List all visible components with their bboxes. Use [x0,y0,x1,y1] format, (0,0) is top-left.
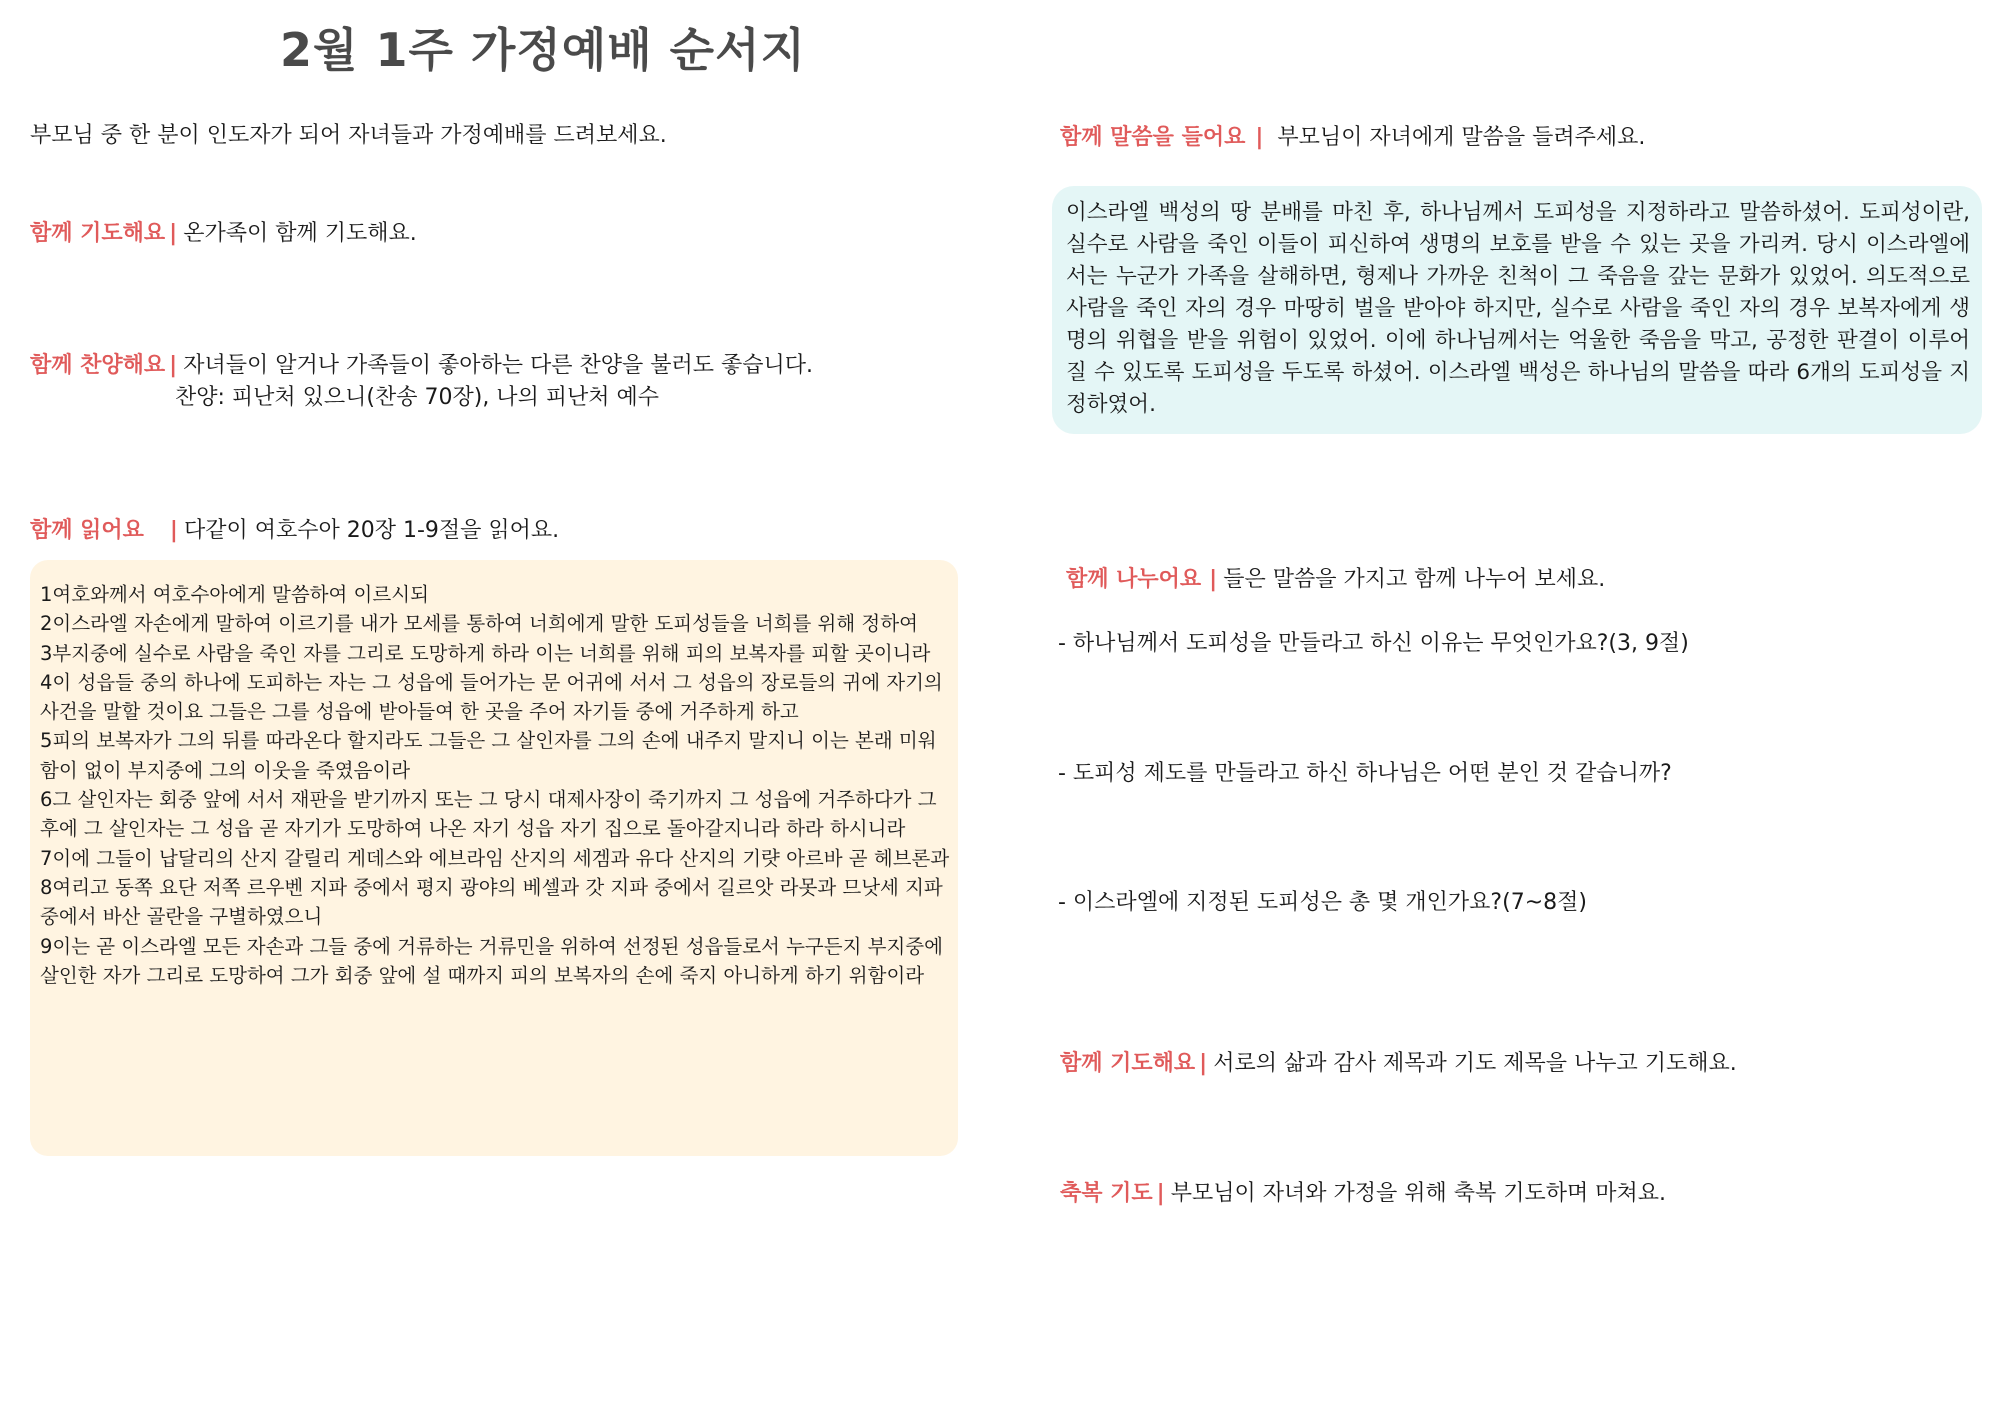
prayer-section [30,216,417,247]
reading-section [30,513,559,544]
reading-label: 함께 읽어요 [30,518,144,543]
closing-prayer-separator: | [1199,1051,1208,1076]
praise-section [30,348,813,379]
listen-text: 부모님이 자녀에게 말씀을 들려주세요. [1277,125,1646,150]
verse: 5피의 보복자가 그의 뒤를 따라온다 할지라도 그들은 그 살인자를 그의 손에 내주지 말지니 이는 본래 미워함이 없이 부지중에 그의 이웃을 죽였음이라 [40,729,937,782]
share-text: 들은 말씀을 가지고 함께 나누어 보세요. [1223,567,1606,592]
share-separator: | [1209,567,1218,592]
blessing-section [1060,1176,1666,1207]
closing-prayer-label: 함께 기도해요 [1060,1051,1196,1076]
scripture-box [30,560,958,1156]
reading-text: 다같이 여호수아 20장 1-9절을 읽어요. [183,518,560,543]
listen-separator: | [1255,125,1264,150]
blessing-label: 축복 기도 [1060,1181,1153,1206]
question-3: - 이스라엘에 지정된 도피성은 총 몇 개인가요?(7~8절) [1058,890,1587,915]
verse: 9이는 곧 이스라엘 모든 자손과 그들 중에 거류하는 거류민을 위하여 선정된 성읍들로서 누구든지 부지중에 살인한 자가 그리로 도망하여 그가 회중 앞에 설 때까지 피의 보복자의 손에 죽지 아니하게 하기 위함이라 [40,934,943,987]
verse: 7이에 그들이 납달리의 산지 갈릴리 게데스와 에브라임 산지의 세겜과 유다 산지의 기럇 아르바 곧 헤브론과 [40,846,950,870]
reading-separator: | [169,518,178,543]
verse: 3부지중에 실수로 사람을 죽인 자를 그리로 도망하게 하라 이는 너희를 위해 피의 보복자를 피할 곳이니라 [40,641,931,665]
question-2: - 도피성 제도를 만들라고 하신 하나님은 어떤 분인 것 같습니까? [1058,761,1672,786]
blessing-text: 부모님이 자녀와 가정을 위해 축복 기도하며 마쳐요. [1170,1181,1666,1206]
closing-prayer-section [1060,1046,1737,1077]
verse: 8여리고 동쪽 요단 저쪽 르우벤 지파 중에서 평지 광야의 베셀과 갓 지파 중에서 길르앗 라못과 므낫세 지파 중에서 바산 골란을 구별하였으니 [40,875,943,929]
blessing-separator: | [1156,1181,1165,1206]
praise-separator: | [169,353,178,378]
verse: 6그 살인자는 회중 앞에 서서 재판을 받기까지 또는 그 당시 대제사장이 죽기까지 그 성읍에 거주하다가 그 후에 그 살인자는 그 성읍 곧 자기가 도망하여 나온 자기 성읍 자기 집으로 돌아갈지니라 하라 하시니라 [40,788,937,841]
verse: 2이스라엘 자손에게 말하여 이르기를 내가 모세를 통하여 너희에게 말한 도피성들을 너희를 위해 정하여 [40,612,918,636]
listen-label: 함께 말씀을 들어요 [1060,125,1246,150]
prayer-separator: | [169,221,178,246]
page-title: 2월 1주 가정예배 순서지 [280,23,806,77]
prayer-text: 온가족이 함께 기도해요. [183,221,417,246]
hymn-text: 찬양: 피난처 있으니(찬송 70장), 나의 피난처 예수 [175,385,660,410]
verse: 4이 성읍들 중의 하나에 도피하는 자는 그 성읍에 들어가는 문 어귀에 서서 그 성읍의 장로들의 귀에 자기의 사건을 말할 것이요 그들은 그를 성읍에 받아들여 한 곳을 주어 자기들 중에 거주하게 하고 [40,670,943,724]
message-box: 이스라엘 백성의 땅 분배를 마친 후, 하나님께서 도피성을 지정하라고 말씀하셨어. 도피성이란, 실수로 사람을 죽인 이들이 피신하여 생명의 보호를 받을 수 있는 곳을 가리켜. 당시 이스라엘에서는 누군가 가족을 살해하면, 형제나 가까운 친척이 그 죽음을 갚는 문화가 있었어. 의도적으로 사람을 죽인 자의 경우 마땅히 벌을 받아야 하지만, 실수로 사람을 죽인 자의 경우 보복자에게 생명의 위협을 받을 위험이 있었어. 이에 하나님께서는 억울한 죽음을 막고, 공정한 판결이 이루어질 수 있도록 도피성을 두도록 하셨어. 이스라엘 백성은 하나님의 말씀을 따라 6개의 도피성을 지정하였어. [1052,186,1982,434]
share-section [1066,562,1605,593]
question-1: - 하나님께서 도피성을 만들라고 하신 이유는 무엇인가요?(3, 9절) [1058,631,1689,656]
closing-prayer-text: 서로의 삶과 감사 제목과 기도 제목을 나누고 기도해요. [1213,1051,1737,1076]
share-label: 함께 나누어요 [1066,567,1202,592]
listen-section [1060,120,1645,151]
verse: 1여호와께서 여호수아에게 말씀하여 이르시되 [40,583,429,606]
prayer-label: 함께 기도해요 [30,221,166,246]
praise-text: 자녀들이 알거나 가족들이 좋아하는 다른 찬양을 불러도 좋습니다. [183,353,813,378]
intro-text: 부모님 중 한 분이 인도자가 되어 자녀들과 가정예배를 드려보세요. [30,123,667,148]
praise-label: 함께 찬양해요 [30,353,166,378]
